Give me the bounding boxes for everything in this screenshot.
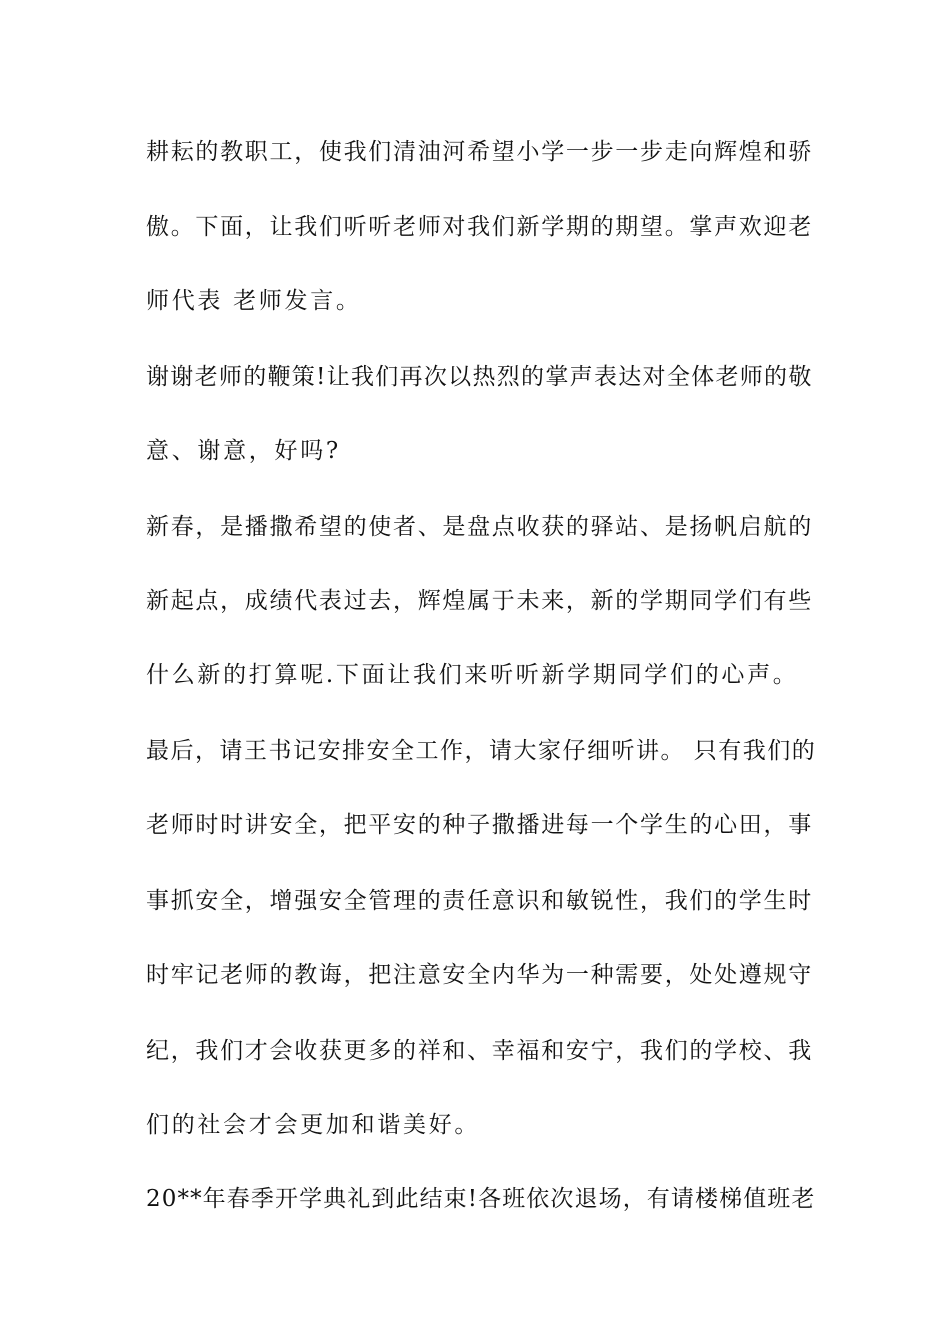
text-line: 事抓安全，增强安全管理的责任意识和敏锐性，我们的学生时: [146, 888, 813, 914]
text-line: 谢谢老师的鞭策!让我们再次以热烈的掌声表达对全体老师的敬: [146, 364, 813, 390]
text-line: 老师时时讲安全，把平安的种子撒播进每一个学生的心田，事: [146, 812, 813, 838]
text-line: 耕耘的教职工，使我们清油河希望小学一步一步走向辉煌和骄: [146, 139, 813, 165]
text-line: 新春，是播撒希望的使者、是盘点收获的驿站、是扬帆启航的: [146, 514, 813, 540]
text-line: 20**年春季开学典礼到此结束!各班依次退场，有请楼梯值班老: [146, 1186, 816, 1212]
text-line: 们的社会才会更加和谐美好。: [146, 1112, 481, 1138]
text-line: 时牢记老师的教诲，把注意安全内华为一种需要，处处遵规守: [146, 962, 813, 988]
text-line: 傲。下面，让我们听听老师对我们新学期的期望。掌声欢迎老: [146, 214, 813, 240]
text-line: 新起点，成绩代表过去，辉煌属于未来，新的学期同学们有些: [146, 588, 813, 614]
text-line: 最后，请王书记安排安全工作，请大家仔细听讲。 只有我们的: [146, 738, 817, 764]
text-line: 什么新的打算呢.下面让我们来听听新学期同学们的心声。: [146, 662, 799, 688]
text-line: 意、谢意，好吗?: [146, 438, 341, 464]
text-line: 纪，我们才会收获更多的祥和、幸福和安宁，我们的学校、我: [146, 1038, 813, 1064]
text-line: 师代表 老师发言。: [146, 288, 362, 314]
